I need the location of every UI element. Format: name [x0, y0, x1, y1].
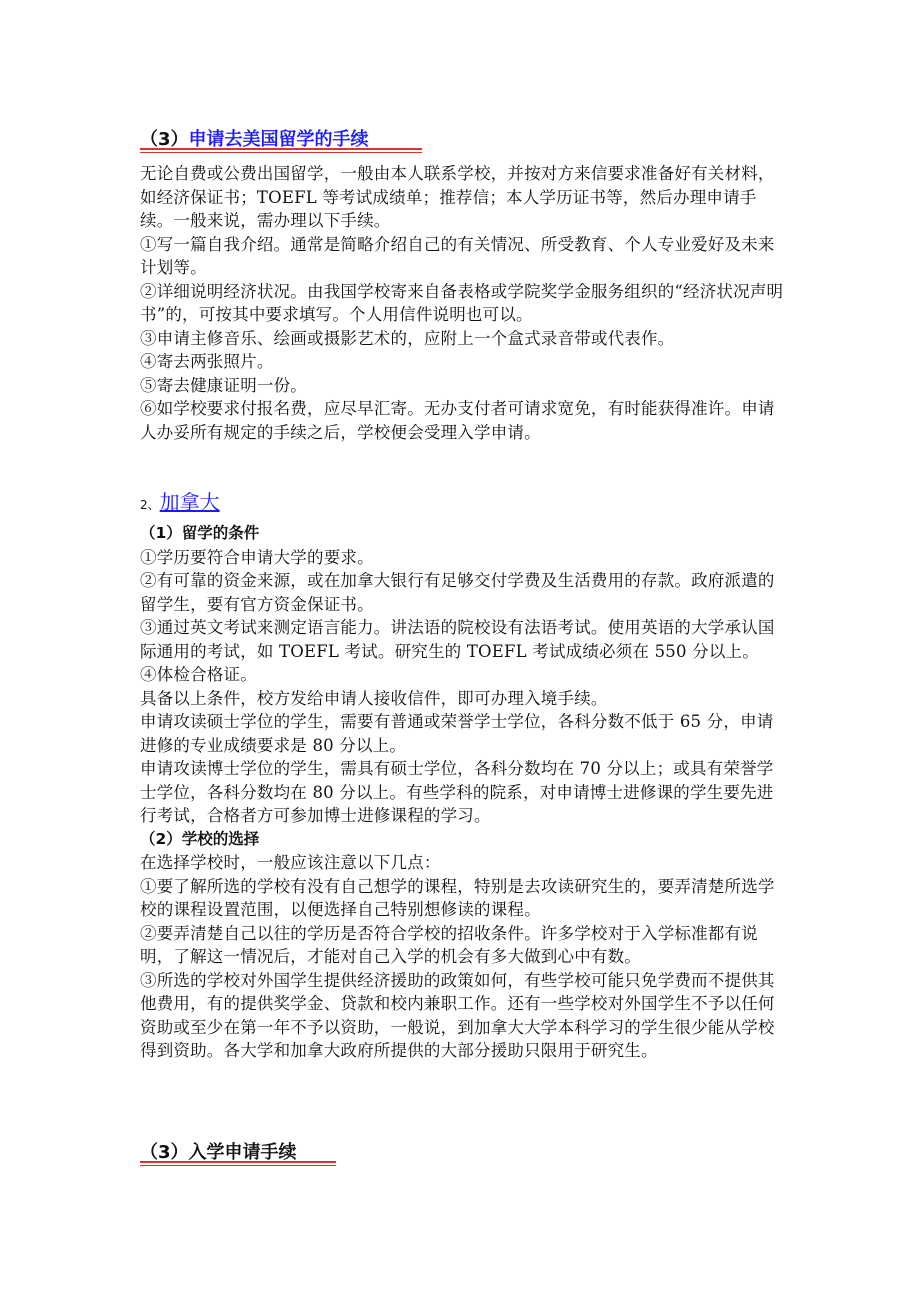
canada-sub2-para-3: ②要弄清楚自己以往的学历是否符合学校的招收条件。许多学校对于入学标准都有说明，了解这一情况后，才能对自己入学的机会有多大做到心中有数。: [140, 923, 758, 966]
canada-sub1-para-7: 申请攻读博士学位的学生，需具有硕士学位，各科分数均在 70 分以上；或具有荣誉学士学位，各科分数均在 80 分以上。有些学科的院系，对申请博士进修课的学生要先进行考试，合格者方可参加博士进修课程的学习。: [140, 759, 774, 825]
canada-heading: [140, 486, 220, 515]
us-para-3: ③申请主修音乐、绘画或摄影艺术的，应附上一个盒式录音带或代表作。: [140, 328, 675, 348]
us-para-4: ④寄去两张照片。: [140, 352, 274, 371]
canada-sub2-para-2: ①要了解所选的学校有没有自己想学的课程，特别是去攻读研究生的，要弄清楚所选学校的课程设置范围，以便选择自己特别想修读的课程。: [140, 876, 775, 919]
canada-heading-num: 2、: [140, 498, 160, 512]
canada-sub3-underline: [140, 1161, 336, 1163]
canada-sub2-title: （2）学校的选择: [140, 829, 260, 848]
us-heading-num: （3）: [140, 129, 189, 150]
us-para-6: ⑥如学校要求付报名费，应尽早汇寄。无办支付者可请求宽免，有时能获得准许。申请人办妥所有规定的手续之后，学校便会受理入学申请。: [140, 399, 775, 442]
us-para-2: ②详细说明经济状况。由我国学校寄来自备表格或学院奖学金服务组织的“经济状况声明书”的，可按其中要求填写。个人用信件说明也可以。: [140, 281, 784, 324]
canada-sub1-title: （1）留学的条件: [140, 524, 260, 542]
canada-heading-title-link[interactable]: 加拿大: [159, 490, 220, 514]
canada-sub3-underline-2: [140, 1165, 336, 1166]
canada-sub2-para-1: 在选择学校时，一般应该注意以下几点：: [140, 853, 441, 872]
canada-body: [140, 522, 788, 1063]
canada-sub1-para-5: 具备以上条件，校方发给申请人接收信件，即可办理入境手续。: [140, 688, 608, 708]
canada-sub1-para-1: ①学历要符合申请大学的要求。: [140, 547, 374, 567]
us-body: [140, 162, 788, 444]
canada-sub1-para-6: 申请攻读硕士学位的学生，需要有普通或荣誉学士学位，各科分数不低于 65 分，申请进修的专业成绩要求是 80 分以上。: [140, 712, 774, 755]
canada-sub1-para-4: ④体检合格证。: [140, 665, 257, 684]
canada-sub1-para-3: ③通过英文考试来测定语言能力。讲法语的院校设有法语考试。使用英语的大学承认国际通用的考试，如 TOEFL 考试。研究生的 TOEFL 考试成绩必须在 550 分以上。: [140, 618, 775, 661]
us-heading-title-link[interactable]: 申请去美国留学的手续: [188, 129, 369, 150]
canada-sub3-title: （3）入学申请手续: [140, 1142, 297, 1163]
us-para-5: ⑤寄去健康证明一份。: [140, 375, 307, 395]
us-heading-underline: [140, 148, 422, 150]
us-para-1: ①写一篇自我介绍。通常是简略介绍自己的有关情况、所受教育、个人专业爱好及未来计划等。: [140, 234, 775, 277]
us-heading-underline-2: [140, 152, 422, 153]
us-para-intro: 无论自费或公费出国留学，一般由本人联系学校，并按对方来信要求准备好有关材料，如经济保证书；TOEFL 等考试成绩单；推荐信；本人学历证书等，然后办理申请手续。一般来说，需办理以下手续。: [140, 164, 775, 230]
canada-sub1-para-2: ②有可靠的资金来源，或在加拿大银行有足够交付学费及生活费用的存款。政府派遣的留学生，要有官方资金保证书。: [140, 571, 775, 614]
canada-sub2-para-4: ③所选的学校对外国学生提供经济援助的政策如何，有些学校可能只免学费而不提供其他费用，有的提供奖学金、贷款和校内兼职工作。还有一些学校对外国学生不予以任何资助或至少在第一年不予以资助，一般说，到加拿大大学本科学习的学生很少能从学校得到资助。各大学和加拿大政府所提供的大部分援助只限用于研究生。: [140, 970, 775, 1060]
